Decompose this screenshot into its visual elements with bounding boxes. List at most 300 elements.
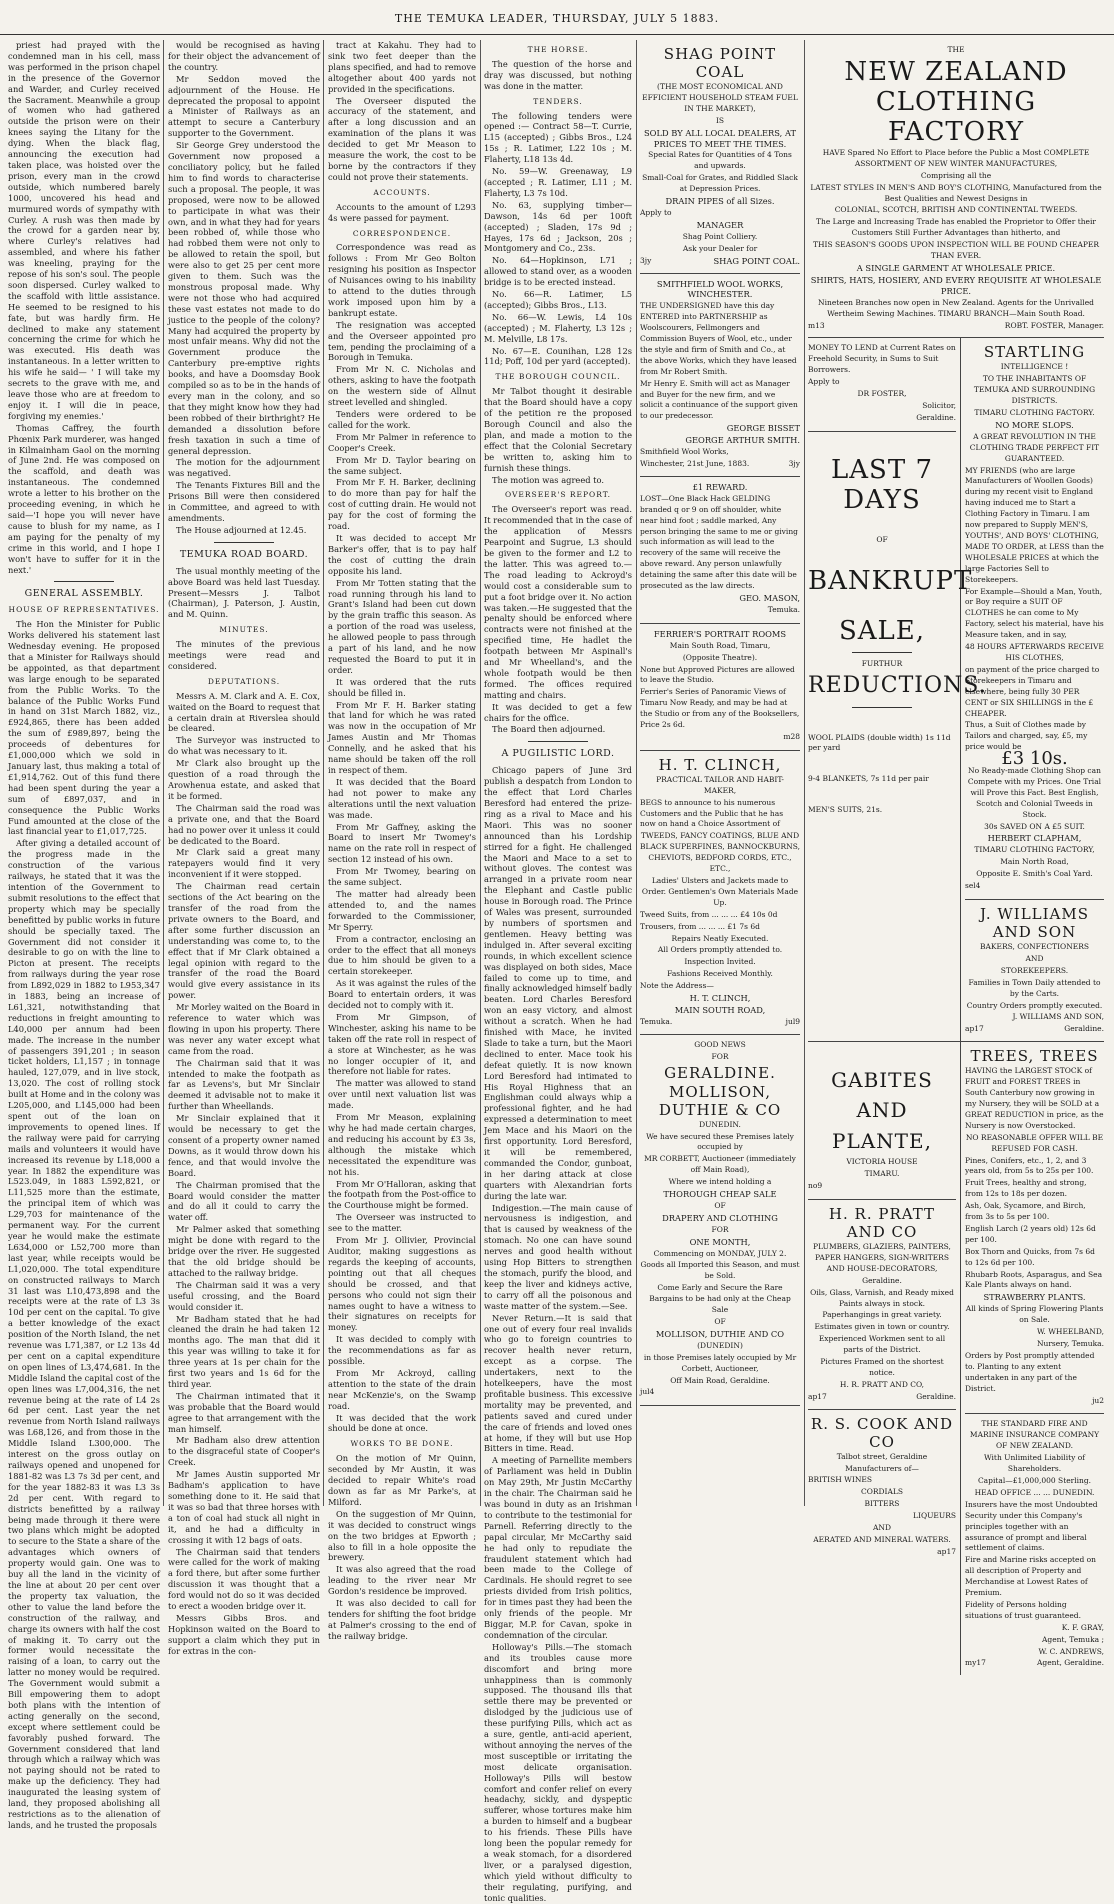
paragraph: Correspondence was read as follows : From Mr Geo Bolton resigning his position as Inspector of Nuisances owing to his inability to attend to the duties through work imposed upon him by a bankrupt estate. xyxy=(328,242,476,318)
advert-text: W. WHEELBAND, xyxy=(1037,1327,1104,1337)
advert-row xyxy=(808,338,1104,1042)
paragraph: Mr Palmer asked that something might be done with regard to the bridge over the river. He suggested that the old bridge should be attached to the railway bridge. xyxy=(168,1224,320,1278)
subheading: CORRESPONDENCE. xyxy=(352,228,452,238)
advert-title: SALE, xyxy=(838,615,926,646)
subheading: OVERSEER'S REPORT. xyxy=(505,490,611,500)
paragraph: would be recognised as having for their object the advancement of the country. xyxy=(168,40,320,72)
paragraph: No. 59—W. Greenaway, L9 (accepted ; R. Latimer, L11 ; M. Flaherty, L3 7s 10d. xyxy=(484,166,632,198)
paragraph: As it was against the rules of the Board to entertain orders, it was decided not to comply with it. xyxy=(328,978,476,1011)
paragraph: The House adjourned at 12.45. xyxy=(176,524,307,535)
advert-code: no9 xyxy=(808,1181,823,1191)
paragraph: Holloway's Pills.—The stomach and its troubles cause more discomfort and bring more unhappiness than is commonly supposed. The thousand ills that settle there may be prevented or dislodged by the judicious use of these purifying Pills, which act as a sure, gentle, anti-acid aperient, without annoying the nerves of the most susceptible or irritating the most delicate organisation. Holloway's Pills will bestow comfort and confer relief on every headachy, sickly, and dyspeptic sufferer, whose tortures make him a burden to himself and a bugbear to his friends. These Pills have long been the popular remedy for a weak stomach, for a disordered liver, or a paralysed digestion, which yield without difficulty to their regulating, purifying, and tonic qualities. xyxy=(484,1641,632,1903)
advert-text: Tweed Suits, from ... ... ... £4 10s 0d xyxy=(640,909,778,919)
subheading: ACCOUNTS. xyxy=(373,187,431,197)
advert-title: R. S. COOK AND CO xyxy=(810,1414,954,1451)
advert-text: H. R. PRATT AND CO, xyxy=(839,1379,925,1389)
paragraph: On the suggestion of Mr Quinn, it was decided to construct wings on the two bridges at Epworth ; also to fill in a hole opposite the brewery. xyxy=(328,1508,476,1563)
paragraph: The following tenders were opened :— Contract 58—T. Currie, L15 (accepted) ; Gibbs Bros., L24 15s ; R. Latimer, L22 10s ; M. Flaherty, L18 13s 4d. xyxy=(484,110,632,165)
column-rule xyxy=(163,40,164,1506)
advert-code: ap17 xyxy=(937,1546,956,1556)
advert-title: MOLLISON, DUTHIE & CO xyxy=(658,1082,782,1119)
advert-code: jul9 xyxy=(785,1016,800,1026)
advert-text: Agent, Temuka ; xyxy=(1042,1634,1104,1644)
paragraph: It was decided that the Board had not power to make any alterations until the next valuation was made. xyxy=(328,776,476,820)
advert-text: Thus, a Suit of Clothes made by Tailors and charged, say, £5, my price would be xyxy=(965,720,1088,752)
advert-text: IS xyxy=(715,115,725,125)
advert-text: Estimates given in town or country. xyxy=(814,1322,950,1332)
paragraph: The Overseer's report was read. It recommended that in the case of the application of Messrs Pearpoint and Sugrue, L3 should be given to the former and L2 to the latter. This was agreed to.—The road leading to Ackroyd's would cost a considerable sum to put a foot bridge over it. No action was taken.—He suggested that the penalty should be enforced where contracts were not finished at the specified time, He hadlet the footpath between Mr Aspinall's and Mr Wheelland's, and the whole footpath would be then formed. The offices required matting and chairs. xyxy=(484,504,632,700)
advert-text: Geraldine. xyxy=(862,1275,902,1285)
section-heading: A PUGILISTIC LORD. xyxy=(501,748,615,760)
paragraph: Sir George Grey understood the Government now proposed a conciliatory policy, but he failed him to find words to characterise such a proposal. The people, it was proposed, were now to be allowed to participate in what was their own, and in what they had for years been robbed of, while those who had robbed them were not only to be allowed to retain the spoil, but were also to get 25 per cent more given to them. Such was the monstrous proposal made. Why were not those who had acquired these vast estates not made to do justice to the people of the colony? Many had acquired the property by most unfair means. Why did not the Government produce the Canterbury pre-emptive rights books, and have a Doomsday Book compiled so as to be in the hands of every man in the colony, and so that they might know how they had been robbed of their birthright? He demanded a dissolution before fresh taxation in such a time of general depression. xyxy=(168,140,320,456)
advert-text: HAVE Spared No Effort to Place before the Public a Most COMPLETE ASSORTMENT OF NEW WINTER MANUFACTURES, xyxy=(822,147,1090,168)
paragraph: From Mr Totten stating that the road running through his land to Grant's Island had been cut down by the grain traffic this season. As a portion of the road was useless, he allowed people to pass through a part of his land, and he now requested the Board to put it in order. xyxy=(328,577,476,675)
advert-price: £3 10s. xyxy=(1001,748,1068,770)
advert-text: LATEST STYLES IN MEN'S AND BOY'S CLOTHING, Manufactured from the Best Qualities and Newest Designs in xyxy=(810,182,1102,203)
advert-text: Capital—£1,000,000 Sterling. xyxy=(977,1475,1092,1485)
advert-text: Commencing on MONDAY, JULY 2. xyxy=(653,1248,787,1258)
advert-text: All Orders promptly attended to. xyxy=(657,945,783,955)
advert-title: PLANTE, xyxy=(832,1129,932,1154)
advert-text: CORDIALS xyxy=(860,1487,904,1497)
paragraph: From Mr D. Taylor bearing on the same subject. xyxy=(328,454,476,476)
column-5-adverts xyxy=(640,40,800,1506)
advert-code: ju2 xyxy=(1092,1395,1104,1405)
paragraph: No. 63, supplying timber—Dawson, 14s 6d per 100ft (accepted) ; Sladen, 17s 9d ; Hayes, 17s 6d ; Jackson, 20s ; Montgomery and Co., 23s. xyxy=(484,199,632,254)
column-rule xyxy=(804,40,805,1506)
paragraph: Messrs A. M. Clark and A. E. Cox, waited on the Board to request that a certain drain at Riverslea should be cleared. xyxy=(168,690,320,734)
advert-text: OF xyxy=(714,1317,726,1326)
advert-text: Manufacturers of— xyxy=(845,1463,919,1473)
subheading: THE BOROUGH COUNCIL. xyxy=(495,372,621,382)
advert-standard-insurance xyxy=(965,1414,1104,1675)
advert-text: ONE MONTH, xyxy=(689,1236,751,1247)
advert-text: MOLLISON, DUTHIE AND CO xyxy=(655,1328,785,1339)
advert-text: A GREAT REVOLUTION IN THE CLOTHING TRADE PERFECT FIT GUARANTEED. xyxy=(969,431,1100,463)
advert-text: HAVING the LARGEST STOCK of FRUIT and FOREST TREES in South Canterbury now growing in my Nursery, they will be SOLD at a GREAT REDUCTION in price, as the Nursery is now Overstocked. xyxy=(965,1066,1104,1130)
advert-trees xyxy=(965,1042,1104,1414)
paragraph: The usual monthly meeting of the above Board was held last Tuesday. Present—Messrs J. Talbot (Chairman), J. Paterson, J. Austin, and M. Quinn. xyxy=(168,565,320,620)
advert-text: AERATED AND MINERAL WATERS. xyxy=(813,1535,951,1544)
paragraph: It was ordered that the ruts should be filled in. xyxy=(328,676,476,698)
advert-text: Rhubarb Roots, Asparagus, and Sea Kale Plants always on hand. xyxy=(965,1269,1103,1290)
advert-text: Shag Point Colliery. xyxy=(682,231,758,241)
advert-text: English Larch (2 years old) 12s 6d per 100. xyxy=(965,1223,1096,1244)
advert-code: 3jy xyxy=(788,459,800,468)
paragraph: From Mr J. Ollivier, Provincial Auditor, making suggestions as regards the keeping of accounts, pointing out that all cheques should be crossed, and that persons who could not sign their names ought to have a witness to their signatures on receipts for money. xyxy=(328,1235,476,1333)
advert-text: BAKERS, CONFECTIONERS xyxy=(979,942,1090,951)
section-heading: GENERAL ASSEMBLY. xyxy=(24,588,144,600)
paragraph: From Mr Gaffney, asking the Board to insert Mr Twomey's name on the rate roll in respect of section 12 instead of his own. xyxy=(328,821,476,865)
paragraph: Mr Badham stated that he had cleaned the drain he had taken 12 months ago. The man that did it this year was willing to take it for three years at 1s per chain for the first two years and 1s 6d for the third year. xyxy=(168,1313,320,1389)
advert-text: GEORGE BISSET xyxy=(726,423,800,434)
advert-text: LOST—One Black Hack GELDING branded q or 9 on off shoulder, white near hind foot ; saddle marked, Any person bringing the same to me or giving such information as will lead to the recovery of the same will receive the above reward. Any person unlawfully detaining the same after this date will be prosecuted as the law directs. xyxy=(640,493,798,591)
advert-text: STOREKEEPERS. xyxy=(1000,965,1069,975)
advert-title: FERRIER'S PORTRAIT ROOMS xyxy=(653,628,787,639)
advert-text: Box Thorn and Quicks, from 7s 6d to 12s 6d per 100. xyxy=(965,1246,1095,1267)
advert-gabites-plante xyxy=(808,1042,956,1200)
paragraph: The Chairman read certain sections of the Act bearing on the transfer of the road from the private owners to the Board, and after some further discussion an understanding was come to, to the effect that if Mr Clark obtained a legal opinion with regard to the transfer of the road the Board would give every assistance in its power. xyxy=(168,881,320,1001)
advert-text: For Example—Should a Man, Youth, or Boy require a SUIT OF CLOTHES he can come to My Factory, select his material, have his Measure taken, and in say, xyxy=(965,586,1104,640)
advert-text: Temuka. xyxy=(767,604,800,614)
advert-text: Mr Henry E. Smith will act as Manager and Buyer for the new firm, and we solicit a continuance of the support given to our predecessor. xyxy=(640,378,798,421)
paragraph: Mr Clark also brought up the question of a road through the Arowhenua estate, and asked that it be formed. xyxy=(168,758,320,801)
paragraph: It was also agreed that the road leading to the river near Mr Gordon's residence be improved. xyxy=(328,1564,476,1597)
paragraph: No. 67—E. Counihan, L28 12s 11d; Poff, 10d per yard (accepted). xyxy=(484,345,632,367)
advert-title: STARTLING xyxy=(983,343,1086,362)
advert-text: INTELLIGENCE ! xyxy=(1000,362,1069,372)
advert-text: Winchester, 21st June, 1883. xyxy=(640,459,750,468)
paragraph: After giving a detailed account of the progress made in the construction of the various railways, he stated that it was the intention of the Government to submit resolutions to the effect that property which may be specially benefitted by public works in future should be specially taxed. The Government did not consider it desirable to go on with the line to Picton at present. The receipts from railways during the year rose from L892,029 in 1882 to L953,347 in 1883, being an increase of L61,321, notwithstanding that reductions in freight amounting to L40,000 per annum had been made. The increase in the number of passengers 391,201 ; in season ticket holders, L1,157 ; in tonnage hauled, 127,079, and in live stock, 13,020. The cost of rolling stock built at Home and in the colony was L205,000, and L145,000 had been spent out of the loan on improvements to opened lines. If the railway were paid for carrying mails and volunteers it would have increased its revenue by L18,000 a year. In 1882 the expenditure was L523.049, in 1883 L592,821, or L11,525 more than the estimate, the principal item of which was L29,703 for maintenance of the permanent way. For the current year he would make the estimate L634,000 or L52,700 more than last year, while receipts would be L1,020,000. The total expenditure on constructed railways to March 31 last was L10,473,898 and the receipts were at the rate of L3 3s 10d per cent on the capital. To give a better knowledge of the exact position of the North Island, the net revenue was L71,387, or L2 13s 4d per cent on a capital expenditure on open lines of L3,474,681. In the Middle Island the capital cost of the open lines was L7,004,316, the net revenue being at the rate of L4 2s 6d per cent. Last year the net revenue from North Island railways was L68,126, and from those in the Middle Island L300,000. The interest on the gross outlay on railways opened and unopened for 1881-82 was L3 7s 3d per cent, and for the year 1882-83 it was L3 3s 2d per cent. With regard to districts benefitted by a railway being made through it there were two plans which might be adopted to secure to the State a share of the advantages which owners of property would gain. One was to buy all the land in the vicinity of the line at about 20 per cent over the property tax valuation, the other to value the land before the construction of the railway, and charge its owners with half the cost of making it. To carry out the former would necessitate the raising of a loan, to carry out the latter no money would be required. The Government would submit a Bill empowering them to adopt both plans with the intention of acting generally on the second, except where settlement could be favorably pushed forward. The Government considered that land through which a railway which was not paying should not be rated to make up the deficiency. They had inaugurated the leasing system of land, they proposed abolishing all restrictions as to the alienation of lands, and he trusted the proposals xyxy=(8,838,160,1830)
advert-row xyxy=(808,1042,1104,1675)
advert-text: Ash, Oak, Sycamore, and Birch, from 3s to 5s per 100. xyxy=(965,1201,1086,1222)
advert-clinch-tailor xyxy=(640,751,800,1035)
advert-text: Geraldine. xyxy=(1064,1024,1104,1034)
advert-text: HEAD OFFICE ... ... DUNEDIN. xyxy=(974,1487,1095,1497)
advert-code: ap17 xyxy=(808,1391,827,1401)
advert-title: LAST 7 DAYS xyxy=(830,454,933,515)
advert-title: THE STANDARD FIRE AND MARINE INSURANCE COMPANY OF NEW ZEALAND. xyxy=(969,1419,1100,1451)
advert-right-stack xyxy=(961,1042,1104,1675)
paragraph: No. 66—W. Lewis, L4 10s (accepted) ; M. Flaherty, L3 12s ; M. Melville, L8 17s. xyxy=(484,311,632,344)
advert-williams-bakers xyxy=(965,900,1104,1041)
advert-shag-point-coal xyxy=(640,40,800,274)
advert-text: Agent, Geraldine. xyxy=(1036,1658,1104,1668)
paragraph: From Mr F. H. Barker, declining to do more than pay for half the cost of cutting drain. He would not pay for the cost of forming the road. xyxy=(328,477,476,532)
advert-text: (DUNEDIN) xyxy=(697,1340,743,1350)
column-1 xyxy=(8,40,160,1830)
paragraph: Accounts to the amount of L293 4s were passed for payment. xyxy=(328,201,476,223)
column-rule xyxy=(480,40,481,1506)
advert-text: THOROUGH CHEAP SALE xyxy=(663,1189,777,1200)
advert-text: GEO. MASON, xyxy=(739,592,800,603)
advert-text: OF xyxy=(876,534,888,544)
divider xyxy=(214,542,275,543)
paragraph: No. 64—Hopkinson, L71 ; allowed to stand over, as a wooden bridge is to be erected instead. xyxy=(484,255,632,288)
advert-text: Special Rates for Quantities of 4 Tons and upwards. xyxy=(648,150,792,171)
advert-text: SHIRTS, HATS, HOSIERY, AND EVERY REQUISITE AT WHOLESALE PRICE. xyxy=(810,274,1102,296)
advert-text: No Ready-made Clothing Shop can Compete with my Prices. One Trial will Prove this Fact. Best English, Scotch and Colonial Tweeds in Stock. xyxy=(967,766,1102,819)
advert-text: FOR xyxy=(711,1051,729,1061)
advert-text: A SINGLE GARMENT AT WHOLESALE PRICE. xyxy=(856,262,1056,273)
paragraph: On the motion of Mr Quinn, seconded by Mr Austin, it was decided to repair White's road down as far as Mr Parke's, at Milford. xyxy=(328,1453,476,1507)
paragraph: From Mr Meason, explaining why he had made certain charges, and reducing his account by £3 3s, although the mistake which necessitated the expenditure was not his. xyxy=(328,1112,476,1177)
advert-text: None but Approved Pictures are allowed to leave the Studio. xyxy=(640,664,795,685)
advert-text: Geraldine. xyxy=(916,412,956,422)
advert-title: SHAG POINT COAL xyxy=(663,45,777,81)
advert-text: in those Premises lately occupied by Mr Corbett, Auctioneer, xyxy=(643,1352,797,1373)
advert-title: TREES, TREES xyxy=(970,1047,1099,1066)
advert-text: PLUMBERS, GLAZIERS, PAINTERS, PAPER HANGERS, SIGN-WRITERS AND HOUSE-DECORATORS, xyxy=(813,1241,951,1273)
advert-text: Note the Address— xyxy=(640,981,714,991)
advert-text: Where we intend holding a xyxy=(668,1177,772,1187)
column-6-adverts xyxy=(808,40,1104,1668)
advert-text: We have secured these Premises lately occupied by xyxy=(646,1131,794,1152)
paragraph: Mr Clark said a great many ratepayers would find it very inconvenient if it were stopped. xyxy=(168,847,320,880)
paragraph: From Mr Palmer in reference to Cooper's Creek. xyxy=(328,431,476,453)
advert-text: Orders by Post promptly attended to. Planting to any extent undertaken in any part of the District. xyxy=(965,1350,1095,1393)
advert-text: MY FRIENDS (who are large Manufacturers of Woollen Goods) during my recent visit to England having induced me to Start a Clothing Factory in Timaru. I am now prepared to Supply MEN'S, YOUTHS', AND BOYS' CLOTHING, MADE TO ORDER, at LESS than the WHOLESALE PRICES at which the large Factories Sell to Storekeepers. xyxy=(965,465,1104,584)
paragraph: The Board then adjourned. xyxy=(492,724,606,735)
advert-text: Geraldine. xyxy=(916,1391,956,1401)
advert-title: £1 REWARD. xyxy=(692,481,748,492)
column-3 xyxy=(328,40,476,1641)
paragraph: The motion was agreed to. xyxy=(492,474,605,485)
advert-text: Fruit Trees, healthy and strong, from 12s to 18s per dozen. xyxy=(965,1178,1087,1199)
advert-text: AND xyxy=(1025,953,1044,963)
advert-code: m13 xyxy=(808,320,825,330)
paragraph: Messrs Gibbs Bros. and Hopkinson waited on the Board to support a claim which they put in for extras in the con- xyxy=(168,1612,320,1656)
paragraph: A meeting of Parnellite members of Parliament was held in Dublin on May 29th, Mr Justin McCarthy in the chair. The Chairman said he was bound in duty as an Irishman to contribute to the testimonial for Parnell. Referring directly to the papal circular, Mr McCarthy said he had only to repudiate the fraudulent statement which had been made to the College of Cardinals. He should regret to see priests divided from Irish politics, for in times past they had been the only friends of the people. Mr Biggar, M.P. for Cavan, spoke in condemnation of the circular. xyxy=(484,1455,632,1640)
paragraph: The Chairman said the road was a private one, and that the Board had no power over it unless it could be dedicated to the Board. xyxy=(168,802,320,846)
advert-text: HERBERT CLAPHAM, xyxy=(987,833,1082,844)
advert-text: Nursery, Temuka. xyxy=(1036,1339,1104,1348)
advert-text: SHAG POINT COAL. xyxy=(713,255,800,266)
advert-text: SOLD BY ALL LOCAL DEALERS, AT PRICES TO MEET THE TIMES. xyxy=(643,127,797,149)
paragraph: From Mr N. C. Nicholas and others, asking to have the footpath on the western side of Allnut street levelled and shingled. xyxy=(328,364,476,408)
paragraph: The Tenants Fixtures Bill and the Prisons Bill were then considered in Committee, and agreed to with amendments. xyxy=(168,480,320,523)
advert-text: With Unlimited Liability of Shareholders. xyxy=(983,1453,1086,1474)
paragraph: It was also decided to call for tenders for shifting the foot bridge at Palmer's crossing to the end of the railway bridge. xyxy=(328,1598,476,1641)
divider xyxy=(54,581,115,582)
column-rule xyxy=(323,40,324,1506)
advert-text: Paperhangings in great variety. xyxy=(822,1310,942,1320)
advert-text: Repairs Neatly Executed. xyxy=(671,933,769,943)
paragraph: The Chairman said that tenders were called for the work of making a ford there, but after some further discussion it was thought that a ford would not do so it was decided to erect a wooden bridge over it. xyxy=(168,1546,320,1612)
advert-code: sel4 xyxy=(965,881,981,891)
advert-smithfield-wool-works xyxy=(640,274,800,477)
advert-text: MAIN SOUTH ROAD, xyxy=(674,1004,766,1015)
advert-text: The Large and Increasing Trade has enabled the Proprietor to Offer their Customers Still Further Advantages than hitherto, and xyxy=(816,217,1096,238)
section-heading: TEMUKA ROAD BOARD. xyxy=(179,548,309,560)
paragraph: It was decided to get a few chairs for the office. xyxy=(484,701,632,723)
advert-mollison-duthie xyxy=(640,1035,800,1407)
advert-text: ROBT. FOSTER, Manager. xyxy=(1004,320,1104,330)
advert-text: Solicitor, xyxy=(922,400,956,410)
paragraph: Indigestion.—The main cause of nervousness is indigestion, and that is caused by weakness of the stomach. No one can have sound nerves and good health without using Hop Bitters to strengthen the stomach, purify the blood, and keep the liver and kidneys active, to carry off all the poisonous and waste matter of the system.—See. xyxy=(484,1202,632,1311)
masthead: THE TEMUKA LEADER, THURSDAY, JULY 5 1883. xyxy=(0,6,1114,35)
paragraph: From Mr O'Halloran, asking that the footpath from the Post-office to the Courthouse might be formed. xyxy=(328,1178,476,1211)
advert-text: Fidelity of Persons holding situations of trust guaranteed. xyxy=(965,1599,1081,1620)
advert-text: FURTHUR xyxy=(861,658,903,668)
paragraph: From a contractor, enclosing an order to the effect that all moneys due to him should be given to a certain storekeeper. xyxy=(328,933,476,977)
advert-text: 48 HOURS AFTERWARDS RECEIVE HIS CLOTHES, xyxy=(965,642,1104,662)
paragraph: Mr Morley waited on the Board in reference to water which was flowing in upon his property. There was never any water except what came from the road. xyxy=(168,1002,320,1056)
advert-text: MONEY TO LEND at Current Rates on Freehold Security, in Sums to Suit Borrowers. xyxy=(808,343,956,375)
paragraph: Mr Talbot thought it desirable that the Board should have a copy of the petition re the proposed Borough Council and also the plan, and made a motion to the effect that the Colonial Secretary be written to, asking him to furnish these things. xyxy=(484,386,632,473)
advert-text: Ladies' Ulsters and Jackets made to Order. Gentlemen's Own Materials Made Up. xyxy=(641,876,799,907)
advert-title: NEW ZEALAND CLOTHING FACTORY xyxy=(844,56,1068,147)
subheading: HOUSE OF REPRESENTATIVES. xyxy=(8,605,160,615)
advert-pratt-plumbers xyxy=(808,1200,956,1410)
advert-text: TWEEDS, FANCY COATINGS, BLUE AND BLACK SUPERFINES, BANNOCKBURNS, CHEVIOTS, BEDFORD CORDS, ETC., ETC., xyxy=(640,831,800,874)
advert-money-to-lend xyxy=(808,338,956,431)
advert-text: Trousers, from ... ... ... £1 7s 6d xyxy=(640,921,760,931)
advert-text: MR CORBETT, Auctioneer (immediately off Main Road), xyxy=(644,1154,796,1175)
advert-text: Apply to xyxy=(640,207,672,217)
divider xyxy=(528,741,587,742)
advert-text: Main South Road, Timaru, xyxy=(669,640,771,650)
advert-text: Pictures Framed on the shortest notice. xyxy=(820,1357,944,1377)
paragraph: Mr Sinclair explained that it would be necessary to get the consent of a property owner named Downs, as it would throw down his fence, and that would involve the Board. xyxy=(168,1113,320,1178)
advert-text: Country Orders promptly executed. xyxy=(966,1000,1103,1010)
advert-text: BITTERS xyxy=(864,1499,900,1509)
advert-code: ap17 xyxy=(965,1024,984,1034)
advert-text: Ferrier's Series of Panoramic Views of Timaru Now Ready, and may be had at the Studio or from any of the Booksellers, Price 2s 6d. xyxy=(640,687,800,730)
advert-text: FOR xyxy=(711,1224,729,1234)
paragraph: Chicago papers of June 3rd publish a despatch from London to the effect that Lord Charles Beresford had entered the prize-ring as a rival to Mace and his Maori. This was no sooner announced than his Lordship stirred for a fight. He challenged the Maori and Mace to a set to without gloves. The contest was arranged in a private room near the Elephant and Castle public house in Borough road. The Prince of Wales was present, surrounded by numbers of sportsmen and gentlemen. Heavy betting was indulged in. After several exciting rounds, in which excellent science was displayed on both sides, Mace failed to come up to time, and finally acknowledged himself badly beaten. Lord Charles Beresford won an easy victory, and almost without a scratch. When he had finished with Mace, he invited Slade to take a turn, but the Maori declined to enter. Mace took his defeat quietly. It is now known Lord Beresford had intimated to His Royal Highness that an Englishman could always whip a professional fighter, and he had expressed a determination to meet Jem Mace and his Maori on the first opportunity. Lord Beresford, it will be remembered, commanded the Condor, gunboat, in her daring attack at close quarters with Alexandrian forts during the late war. xyxy=(484,765,632,1201)
advert-title: J. WILLIAMS AND SON xyxy=(979,905,1090,941)
paragraph: tract at Kakahu. They had to sink two feet deeper than the plans specified, and had to remove altogether about 400 yards not provided in the specifications. xyxy=(328,40,476,94)
advert-text: on payment of the price charged to Storekeepers in Timaru and elsewhere, being fully 30 PER CENT or SIX SHILLINGS in the £ CHEAPER. xyxy=(965,664,1100,718)
advert-bankrupt-sale xyxy=(808,432,987,823)
paragraph: From Mr Gimpson, of Winchester, asking his name to be taken off the rate roll in respect of a store at Winchester, as he was no longer occupier of it, and therefore not liable for rates. xyxy=(328,1011,476,1077)
advert-text: Ask your Dealer for xyxy=(682,243,758,253)
advert-text: Small-Coal for Grates, and Riddled Slack at Depression Prices. xyxy=(642,173,798,194)
advert-text: LIQUEURS xyxy=(913,1511,956,1521)
advert-text: H. T. CLINCH, xyxy=(689,993,751,1004)
subheading: MINUTES. xyxy=(219,625,269,635)
paragraph: priest had prayed with the condemned man in his cell, mass was performed in the prison chapel in the presence of the Governor and Warder, and Curley received the Sacrament. Meanwhile a group of women who had gathered outside the prison were on their knees saying the Litany for the dying. When the black flag, announcing the execution had taken place, was hoisted over the prison, every man in the crowd outside, which numbered barely 1000, uncovered his head and murmured words of sympathy with Curley. A rush was then made by the crowd for a garden near by, where Curley's relatives had assembled, and where his father was kneeling, praying for the repose of his son's soul. The people soon dispersed. Curley walked to the scaffold with little assistance. He seemed to be resigned to his fate, but was hardly firm. He declined to make any statement concerning the crime for which he was executed. His death was instantaneous. In a letter written to his wife he said— ' I will take my secrets to the grave with me, and leave those who are at freedom to enjoy it. I will die in peace, forgiving my enemies.' xyxy=(8,40,160,421)
advert-text: THE UNDERSIGNED have this day ENTERED into PARTNERSHIP as Woolscourers, Fellmongers and Commission Buyers of Wool, etc., under the style and firm of Smith and Co., at the above Works, which they have leased from Mr Robert Smith. xyxy=(640,301,797,376)
paragraph: From Mr Ackroyd, calling attention to the state of the drain near McKenzie's, on the Swamp road. xyxy=(328,1367,476,1411)
advert-text: Oils, Glass, Varnish, and Ready mixed Paints always in stock. xyxy=(810,1287,954,1308)
paragraph: It was decided to comply with the recommendations as far as possible. xyxy=(328,1334,476,1367)
column-2 xyxy=(168,40,320,1656)
subheading: WORKS TO BE DONE. xyxy=(350,1439,454,1449)
paragraph: It was decided that the work should be done at once. xyxy=(328,1412,476,1434)
advert-text: NO MORE SLOPS. xyxy=(995,419,1074,430)
advert-text: GEORGE ARTHUR SMITH. xyxy=(685,435,800,446)
paragraph: It was decided to accept Mr Barker's offer, that is to pay half the cost of cutting the drain opposite his land. xyxy=(328,532,476,576)
advert-text: Off Main Road, Geraldine. xyxy=(670,1375,770,1385)
advert-text: Nineteen Branches now open in New Zealand. Agents for the Unrivalled Wertheim Sewing Machines. TIMARU BRANCH—Main South Road. xyxy=(818,297,1094,318)
paragraph: Mr Seddon moved the adjournment of the House. He deprecated the proposal to appoint a Minister of Railways as an attempt to secure a Canterbury supporter to the Government. xyxy=(168,73,320,139)
paragraph: The question of the horse and dray was discussed, but nothing was done in the matter. xyxy=(484,58,632,91)
paragraph: The motion for the adjournment was negatived. xyxy=(168,457,320,479)
advert-text: J. WILLIAMS AND SON, xyxy=(1012,1012,1104,1022)
paragraph: The matter had already been attended to, and the names forwarded to the Commissioner, Mr Sperry. xyxy=(328,888,476,932)
advert-text: Fashions Received Monthly. xyxy=(667,969,773,979)
paragraph: Thomas Caffrey, the fourth Phœnix Park murderer, was hanged in Kilmainham Gaol on the morning of June 2nd. He was composed on the scaffold, and death was instantaneous. The condemned wrote a letter to his brother on the proceeding evening, in which he said—'I hope you will never have cause to blush for my name, as I am paying for the penalty of my crime in this world, and I hope I won't have to suffer for it in the next.' xyxy=(8,422,160,575)
advert-title: SMITHFIELD WOOL WORKS, WINCHESTER. xyxy=(656,278,784,300)
column-4 xyxy=(484,40,632,1903)
advert-text: Families in Town Daily attended to by the Carts. xyxy=(968,977,1101,998)
advert-right-stack xyxy=(961,338,1104,1041)
paragraph: The Hon the Minister for Public Works delivered his statement last Wednesday evening. He proposed that a Minister for Railways should be appointed, as that department was large enough to be separated from the Public Works. To the balance of the Public Works Fund in hand on 31st March 1882, viz., £924,865, there has been added the sum of £989,897, being the proceeds of debentures for £1,000,000 which we sold in January last, thus making a total of £1,914,762. Out of this fund there had been spent during the year a sum of £897,037, and in consequence the Public Works Fund amounted at the close of the last financial year to £1,017,725. xyxy=(8,619,160,837)
advert-text: TIMARU CLOTHING FACTORY. xyxy=(974,408,1095,418)
advert-text: DUNEDIN. xyxy=(699,1119,741,1129)
advert-text: Pines, Conifers, etc., 1, 2, and 3 years old, from 5s to 25s per 100. xyxy=(965,1155,1094,1176)
advert-text: TIMARU CLOTHING FACTORY, xyxy=(974,845,1095,855)
paragraph: The minutes of the previous meetings were read and considered. xyxy=(168,639,320,671)
advert-text: DR FOSTER, xyxy=(857,389,907,399)
advert-text: Inspection Invited. xyxy=(684,957,756,967)
advert-left-stack xyxy=(808,1042,961,1675)
advert-text: Experienced Workmen sent to all parts of the District. xyxy=(818,1334,946,1355)
advert-title: H. R. PRATT AND CO xyxy=(828,1204,936,1241)
advert-code: 3jy xyxy=(640,255,652,265)
paragraph: The Chairman said it was a very useful crossing, and the Board would consider it. xyxy=(168,1279,320,1312)
advert-text: All kinds of Spring Flowering Plants on Sale. xyxy=(965,1304,1104,1325)
advert-code: m28 xyxy=(783,731,800,741)
advert-text: MANAGER xyxy=(696,219,744,230)
advert-text: BRITISH WINES xyxy=(808,1475,872,1485)
advert-text: Comprising all the xyxy=(920,170,992,180)
advert-text: OF xyxy=(714,1200,726,1210)
advert-cook-cordials xyxy=(808,1410,956,1565)
advert-title: BANKRUPT xyxy=(808,565,973,596)
advert-text: STRAWBERRY PLANTS. xyxy=(983,1292,1086,1303)
paragraph: No. 66—R. Latimer, L5 (accepted); Gibbs Bros., L13. xyxy=(484,289,632,310)
paragraph: From Mr Twomey, bearing on the same subject. xyxy=(328,866,476,888)
advert-text: DRAIN PIPES of all Sizes. xyxy=(665,196,775,207)
advert-text: GOOD NEWS xyxy=(694,1039,746,1049)
advert-text: Main North Road, xyxy=(1000,857,1069,867)
advert-text: Opposite E. Smith's Coal Yard. xyxy=(976,869,1093,879)
advert-text: NO REASONABLE OFFER WILL BE REFUSED FOR CASH. xyxy=(965,1132,1104,1153)
advert-code: jul4 xyxy=(640,1387,655,1397)
advert-code: my17 xyxy=(965,1658,986,1668)
advert-text: MEN'S SUITS, 21s. xyxy=(808,805,883,815)
advert-text: Insurers have the most Undoubted Security under this Company's principles together with an assurance of prompt and liberal settlement of claims. xyxy=(965,1499,1098,1553)
paragraph: Mr Badham also drew attention to the disgraceful state of Cooper's Creek. xyxy=(168,1435,320,1468)
advert-text: Goods all Imported this Season, and must be Sold. xyxy=(640,1260,800,1281)
advert-text: (THE MOST ECONOMICAL AND EFFICIENT HOUSEHOLD STEAM FUEL IN THE MARKET), xyxy=(642,82,798,113)
advert-text: 30s SAVED ON A £5 SUIT. xyxy=(984,821,1085,831)
advert-text: PRACTICAL TAILOR AND HABIT-MAKER, xyxy=(656,774,784,795)
advert-title: REDUCTIONS. xyxy=(808,672,987,698)
paragraph: The Chairman said that it was intended to make the footpath as far as Levens's, but Mr Sinclair deemed it advisable not to make it further than Wheellands. xyxy=(168,1057,320,1112)
advert-title: H. T. CLINCH, xyxy=(658,755,782,774)
advert-text: Smithfield Wool Works, xyxy=(640,447,729,457)
advert-reward xyxy=(640,477,800,624)
advert-text: Come Early and Secure the Rare Bargains to be had only at the Cheap Sale xyxy=(649,1283,791,1315)
subheading: TENDERS. xyxy=(533,96,583,106)
paragraph: From Mr F. H. Barker stating that land for which he was rated was now in the occupation of Mr James Austin and Mr Thomas Connelly, and he asked that his name should be taken off the roll in respect of them. xyxy=(328,699,476,775)
advert-text: W. C. ANDREWS, xyxy=(1038,1646,1104,1656)
advert-text: Temuka. xyxy=(640,1016,673,1026)
advert-text: TO THE INHABITANTS OF TEMUKA AND SURROUNDING DISTRICTS. xyxy=(973,374,1096,406)
advert-text: Fire and Marine risks accepted on all description of Property and Merchandise at Lowest Rates of Premium. xyxy=(965,1555,1096,1598)
advert-text: THIS SEASON'S GOODS UPON INSPECTION WILL BE FOUND CHEAPER THAN EVER. xyxy=(812,240,1100,261)
subheading: DEPUTATIONS. xyxy=(207,676,281,686)
column-rule xyxy=(636,40,637,1506)
advert-text: WOOL PLAIDS (double width) 1s 11d per yard xyxy=(808,732,951,753)
advert-startling xyxy=(965,338,1104,900)
advert-ferriers-portrait-rooms xyxy=(640,624,800,751)
paragraph: Mr James Austin supported Mr Badham's application to have something done to it. He said that it was so bad that three horses with a ton of coal had stuck all night in it, and he had a difficulty in crossing it with 12 bags of oats. xyxy=(168,1469,320,1545)
advert-text: TIMARU. xyxy=(864,1169,900,1179)
paragraph: Never Return.—It is said that one out of every four real invalids who go to foreign countries to recover health never return, except as a corpse. The undertakers, next to the hotelkeepers, have the most profitable business. This excessive mortality may be prevented, and patients saved and cured under the care of friends and loved ones at home, if they will but use Hop Bitters in time. Read. xyxy=(484,1312,632,1454)
paragraph: The resignation was accepted and the Overseer appointed pro tem, pending the proclaiming of a Borough in Temuka. xyxy=(328,319,476,363)
paragraph: The Chairman promised that the Board would consider the matter and do all it could to carry the water off. xyxy=(168,1179,320,1223)
advert-text: DRAPERY AND CLOTHING xyxy=(662,1212,778,1223)
advert-text: VICTORIA HOUSE xyxy=(846,1157,918,1167)
paragraph: The Overseer was instructed to see to the matter. xyxy=(328,1212,476,1234)
subheading: THE HORSE. xyxy=(527,45,589,54)
advert-text: COLONIAL, SCOTCH, BRITISH AND CONTINENTAL TWEEDS. xyxy=(834,205,1078,215)
advert-text: Apply to xyxy=(808,377,840,387)
advert-nz-clothing-factory xyxy=(808,40,1104,338)
advert-text: AND xyxy=(873,1523,891,1533)
advert-title: GERALDINE. xyxy=(664,1063,776,1082)
paragraph: The Overseer disputed the accuracy of the statement, and after a long discussion and an examination of the plans it was decided to get Mr Meason to measure the work, the cost to be borne by the contractors if they could not prove their statements. xyxy=(328,95,476,182)
advert-text: (Opposite Theatre). xyxy=(682,652,758,662)
paragraph: The matter was allowed to stand over until next valuation list was made. xyxy=(328,1078,476,1111)
advert-title: GABITES AND xyxy=(831,1068,933,1123)
advert-text: K. F. GRAY, xyxy=(1061,1622,1104,1632)
